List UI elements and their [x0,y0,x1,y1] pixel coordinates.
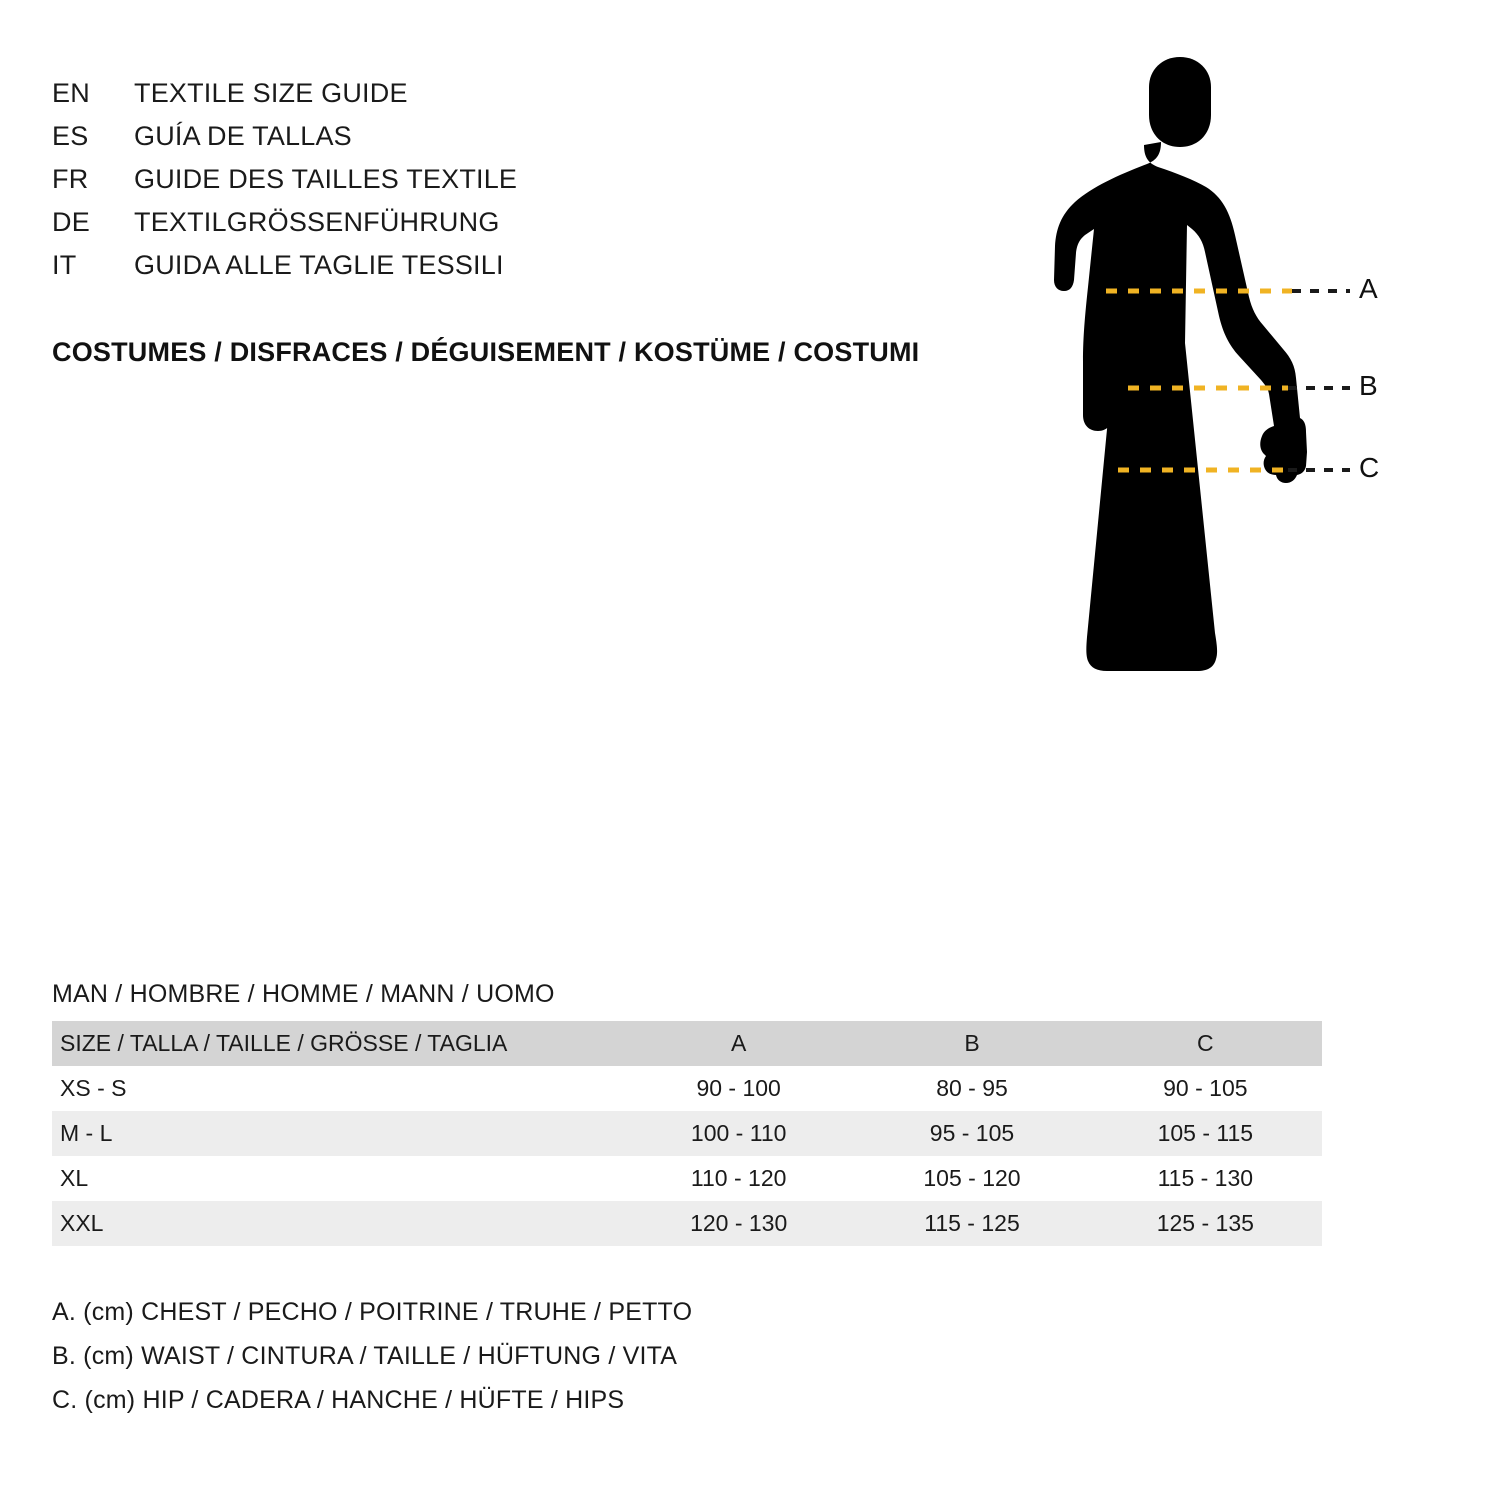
language-code: ES [52,121,89,151]
language-row-en [52,78,1032,121]
cell-b: 105 - 120 [923,1165,1021,1191]
size-table-caption: MAN / HOMBRE / HOMME / MANN / UOMO [52,980,555,1008]
language-row-fr [52,164,1032,207]
language-code: IT [52,250,77,280]
body-measurement-figure [1010,30,1430,930]
cell-c: 125 - 135 [1156,1210,1254,1236]
legend-item-c: C. (cm) HIP / CADERA / HANCHE / HÜFTE / HIPS [52,1386,625,1414]
cell-b: 80 - 95 [936,1075,1008,1101]
language-guide-list [52,78,1032,293]
language-row-es [52,121,1032,164]
measure-label-c: C [1359,452,1380,483]
language-row-de [52,207,1032,250]
cell-size: XS - S [60,1075,127,1101]
language-code: FR [52,164,89,194]
language-title: TEXTILGRÖSSENFÜHRUNG [134,207,500,237]
cell-c: 115 - 130 [1157,1165,1254,1191]
table-row [52,1156,1322,1201]
measure-label-b: B [1359,370,1378,401]
language-code: DE [52,207,90,237]
language-row-it [52,250,1032,293]
language-code: EN [52,78,90,108]
cell-a: 100 - 110 [690,1120,787,1146]
size-table-section [52,980,1382,1246]
table-header-b: B [855,1021,1088,1066]
table-row [52,1111,1322,1156]
legend-item-b: B. (cm) WAIST / CINTURA / TAILLE / HÜFTUNG / VITA [52,1342,678,1370]
category-title: COSTUMES / DISFRACES / DÉGUISEMENT / KOSTÜME / COSTUMI [52,337,920,367]
table-row [52,1201,1322,1246]
language-title: GUIDA ALLE TAGLIE TESSILI [134,250,504,280]
cell-b: 95 - 105 [929,1120,1015,1146]
table-row [52,1066,1322,1111]
cell-b: 115 - 125 [924,1210,1020,1236]
cell-c: 90 - 105 [1163,1075,1248,1101]
measurement-legend [52,1290,1052,1422]
cell-a: 110 - 120 [690,1165,787,1191]
language-title: GUIDE DES TAILLES TEXTILE [134,164,518,194]
cell-size: XXL [60,1210,104,1236]
legend-item-a: A. (cm) CHEST / PECHO / POITRINE / TRUHE / PETTO [52,1298,693,1326]
cell-a: 120 - 130 [690,1210,788,1236]
cell-size: M - L [60,1120,113,1146]
table-header-a: A [622,1021,855,1066]
size-table [52,1021,1322,1246]
table-header-c: C [1089,1021,1322,1066]
cell-size: XL [60,1165,89,1191]
cell-a: 90 - 100 [696,1075,781,1101]
cell-c: 105 - 115 [1157,1120,1254,1146]
table-header-size: SIZE / TALLA / TAILLE / GRÖSSE / TAGLIA [52,1021,622,1066]
language-title: GUÍA DE TALLAS [134,121,352,151]
person-silhouette [1054,57,1307,671]
language-title: TEXTILE SIZE GUIDE [134,78,408,108]
table-header-row [52,1021,1322,1066]
measure-label-a: A [1359,273,1378,304]
